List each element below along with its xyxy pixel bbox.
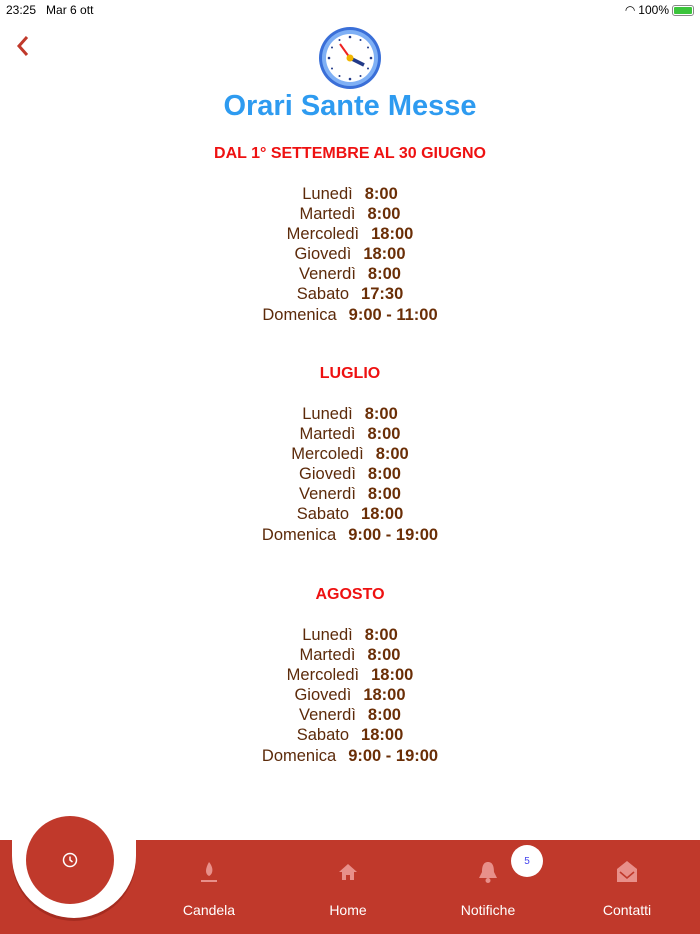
schedule-row: [0, 264, 700, 284]
schedule-row: [0, 645, 700, 665]
section-heading: DAL 1° SETTEMBRE AL 30 GIUGNO: [214, 145, 486, 162]
day-name: Domenica: [262, 305, 337, 324]
day-name: Mercoledì: [291, 445, 364, 464]
schedule-row: [0, 746, 700, 766]
mass-time: 18:00: [361, 726, 404, 745]
mass-time: 17:30: [361, 285, 404, 304]
mass-time: 8:00: [367, 646, 401, 665]
envelope-icon: [616, 860, 638, 884]
mass-time: 8:00: [375, 445, 409, 464]
schedule-row: [0, 725, 700, 745]
day-name: Lunedì: [302, 405, 353, 423]
schedule-row: [0, 244, 700, 264]
schedule-row: [0, 705, 700, 725]
mass-time: 18:00: [371, 225, 414, 244]
mass-time: 18:00: [371, 666, 414, 685]
mass-time: 18:00: [361, 505, 404, 524]
mass-time: 8:00: [367, 706, 401, 725]
mass-time: 8:00: [367, 265, 401, 284]
day-name: Lunedì: [302, 626, 353, 644]
schedule-row: [0, 424, 700, 444]
tab-label: Home: [329, 902, 367, 918]
mass-time: 8:00: [367, 465, 401, 484]
day-name: Venerdì: [299, 706, 356, 725]
day-name: Martedì: [299, 646, 356, 665]
home-icon: [338, 863, 358, 881]
status-time: 23:25: [6, 3, 37, 17]
candle-icon: [200, 860, 218, 884]
schedule-row: [0, 224, 700, 244]
schedule-row: [0, 444, 700, 464]
back-button[interactable]: [14, 34, 34, 58]
schedule-row: [0, 685, 700, 705]
schedule-row: [0, 665, 700, 685]
day-name: Lunedì: [302, 185, 353, 203]
clock-icon: [318, 26, 382, 90]
mass-time: 18:00: [363, 686, 406, 705]
tab-label: Contatti: [602, 902, 652, 918]
mass-time: 9:00 - 19:00: [348, 746, 439, 765]
day-name: Martedì: [299, 425, 356, 444]
chevron-left-icon: [14, 34, 32, 58]
tab-label: Notifiche: [460, 902, 516, 918]
day-name: Venerdì: [299, 265, 356, 284]
mass-time: 9:00 - 11:00: [348, 305, 438, 324]
schedule-row: [0, 184, 700, 204]
notification-badge: 5: [511, 845, 543, 877]
schedule-section: [0, 585, 700, 766]
battery-icon: [672, 5, 694, 16]
schedule-row: [0, 504, 700, 524]
wifi-icon: ◠: [624, 3, 636, 17]
day-name: Mercoledì: [286, 225, 360, 244]
tab-home[interactable]: [288, 852, 408, 918]
bell-icon: [478, 860, 498, 884]
mass-time: 8:00: [367, 485, 401, 504]
schedule-row: [0, 404, 700, 424]
schedule-row: [0, 484, 700, 504]
mass-time: 18:00: [363, 245, 406, 264]
page-title: Orari Sante Messe: [223, 90, 477, 122]
day-name: Sabato: [296, 726, 350, 745]
mass-time: 8:00: [364, 626, 398, 644]
schedule-section: [0, 364, 700, 545]
mass-time: 8:00: [364, 405, 398, 423]
day-name: Domenica: [261, 746, 337, 765]
status-date: Mar 6 ott: [46, 3, 94, 17]
day-name: Martedì: [299, 205, 356, 224]
mass-times-button[interactable]: [26, 816, 114, 904]
tab-candela[interactable]: [149, 852, 269, 918]
tab-label: Candela: [182, 902, 236, 918]
section-heading: AGOSTO: [315, 586, 385, 603]
day-name: Domenica: [261, 525, 337, 544]
mass-time: 8:00: [367, 205, 401, 224]
clock-icon: [62, 852, 78, 868]
day-name: Giovedì: [294, 686, 352, 705]
tab-contatti[interactable]: [567, 852, 687, 918]
section-heading: LUGLIO: [319, 365, 381, 382]
day-name: Giovedì: [299, 465, 356, 484]
schedule-row: [0, 464, 700, 484]
status-bar: [6, 3, 694, 17]
day-name: Mercoledì: [286, 666, 360, 685]
day-name: Sabato: [296, 505, 350, 524]
schedule-row: [0, 204, 700, 224]
mass-time: 8:00: [367, 425, 401, 444]
day-name: Giovedì: [294, 245, 352, 264]
day-name: Sabato: [296, 285, 350, 304]
schedule-section: [0, 144, 700, 325]
battery-level: 100%: [638, 3, 669, 17]
mass-time: 9:00 - 19:00: [348, 525, 439, 544]
schedule-row: [0, 305, 700, 325]
schedule-row: [0, 525, 700, 545]
schedule-row: [0, 625, 700, 645]
day-name: Venerdì: [299, 485, 356, 504]
schedule-row: [0, 284, 700, 304]
mass-time: 8:00: [364, 185, 398, 203]
